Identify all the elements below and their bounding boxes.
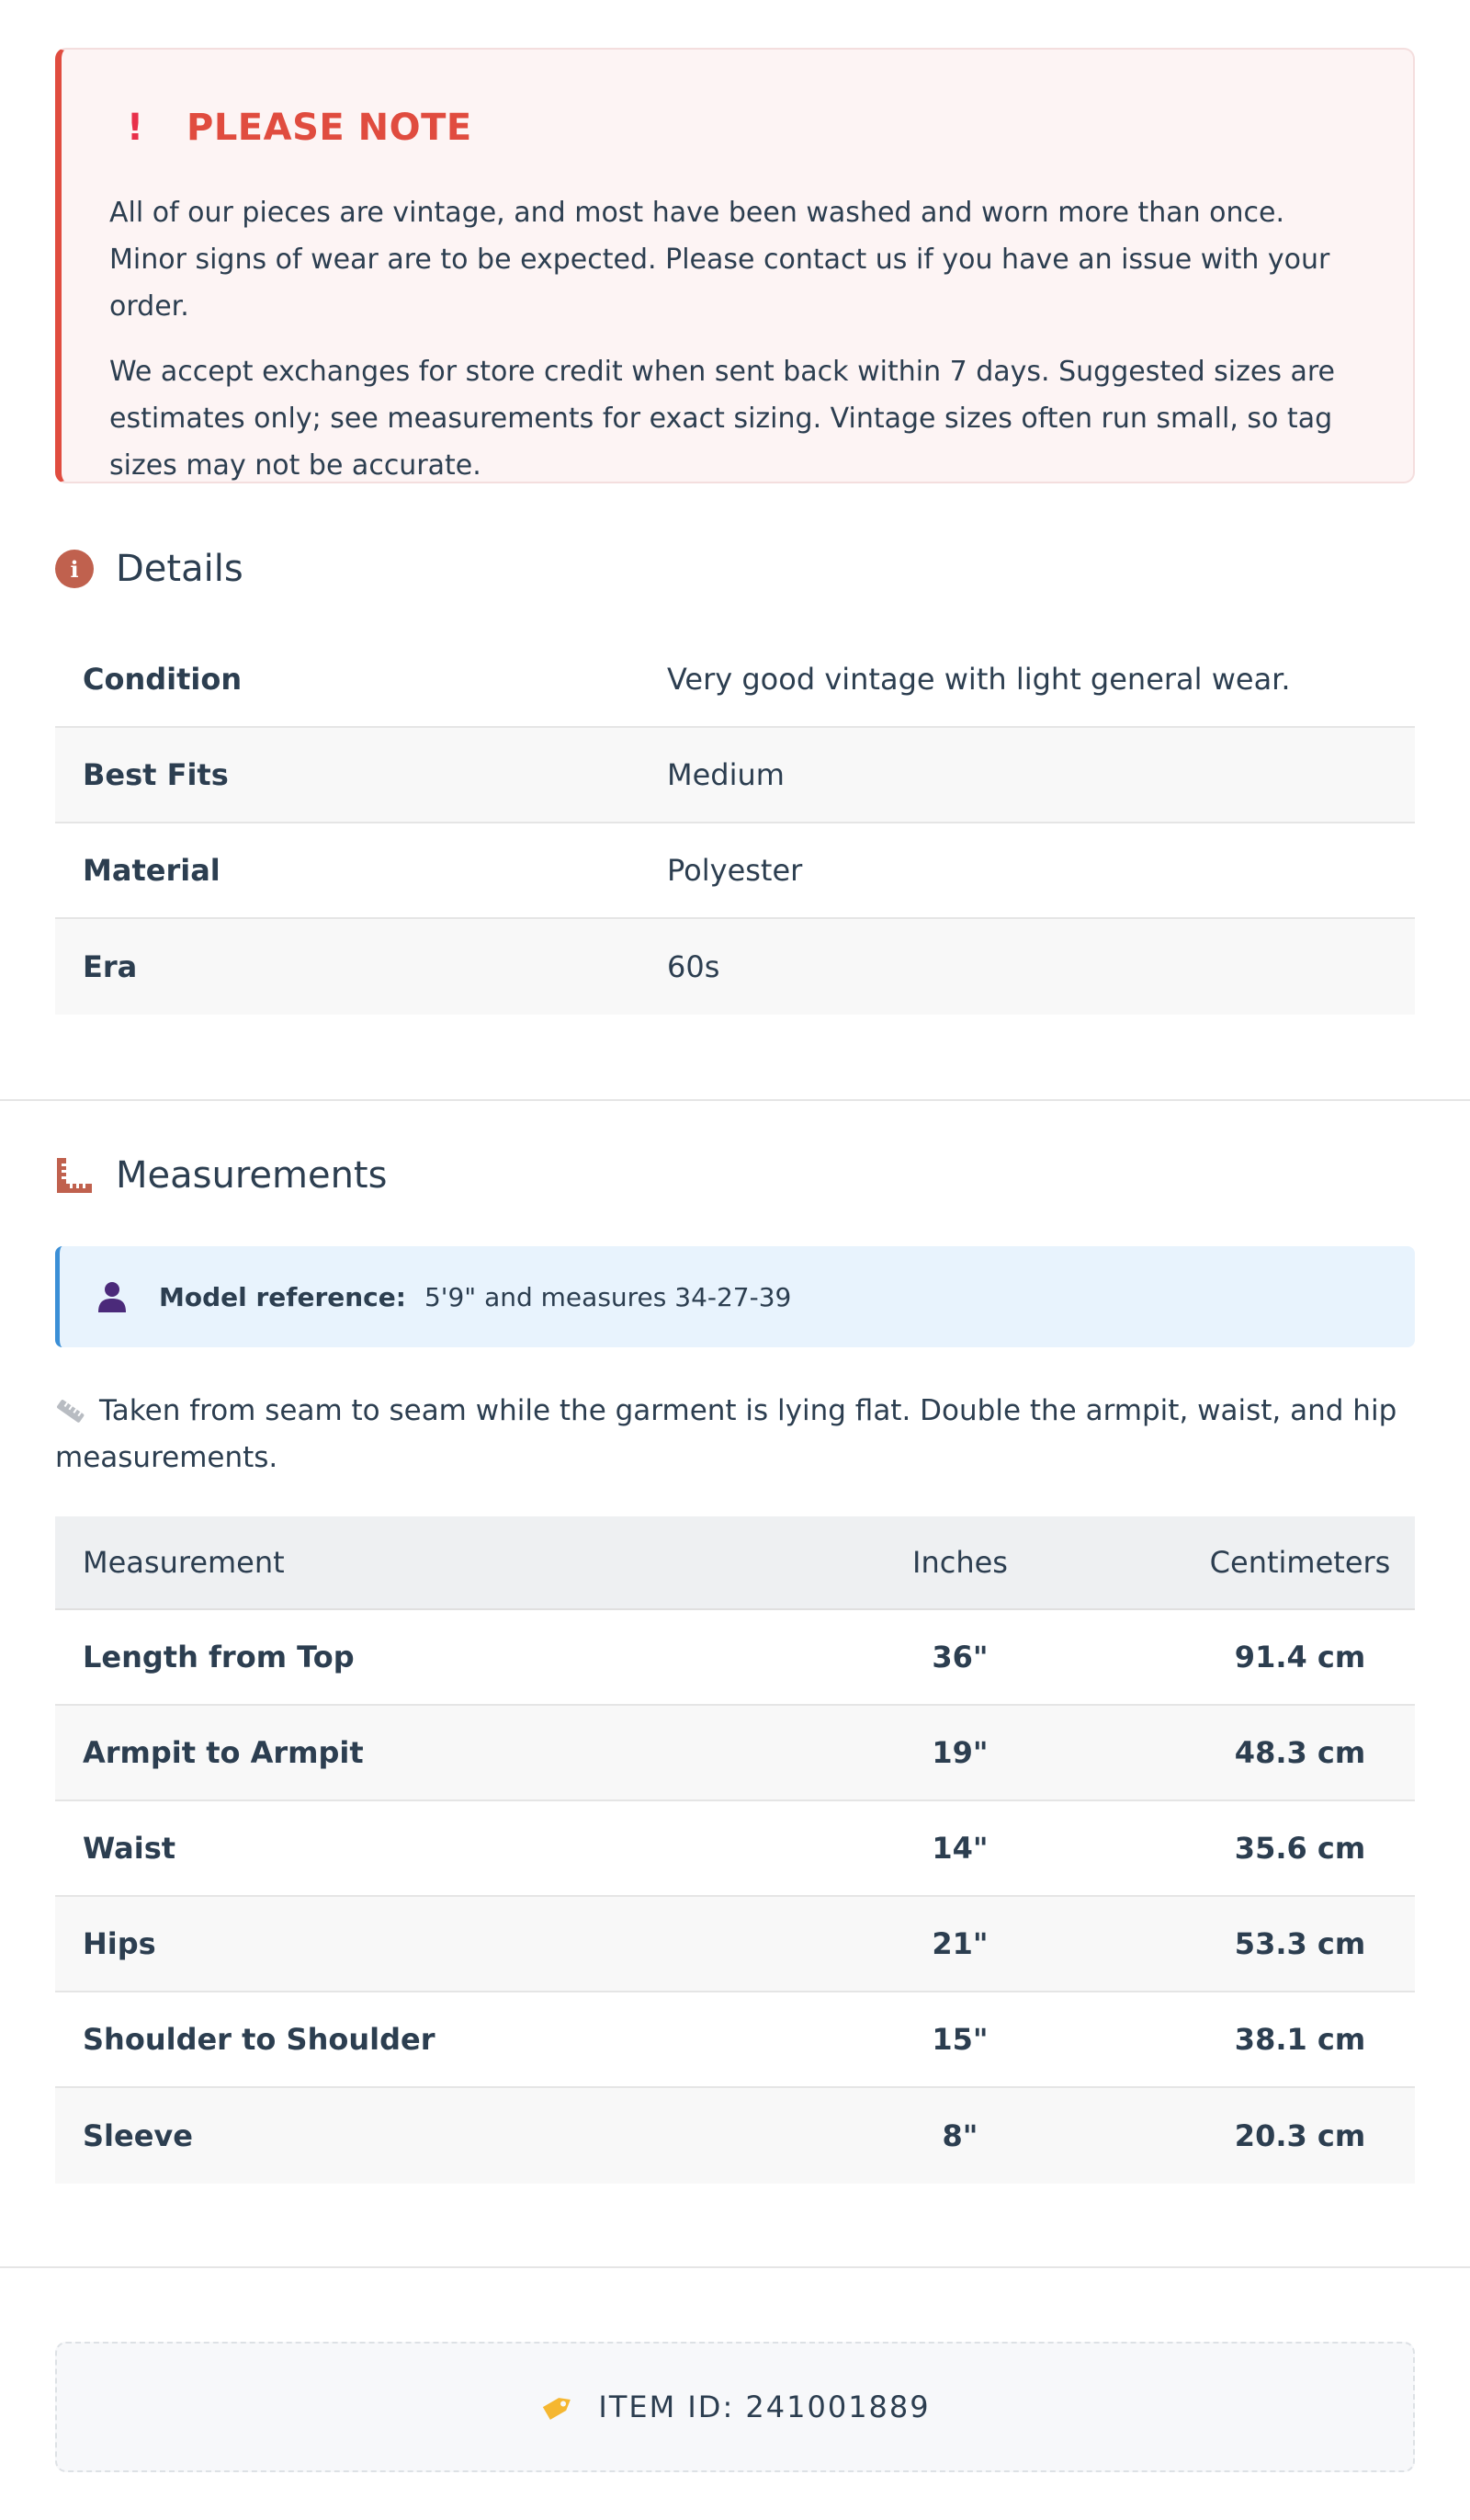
table-row [55,1897,1415,1992]
table-row [55,2088,1415,2184]
measurement-inches: 15" [932,2022,989,2057]
details-row-condition [55,632,1415,728]
item-id-text: ITEM ID: 241001889 [598,2389,931,2424]
measurement-cm: 48.3 cm [1234,1735,1366,1770]
table-row [55,1992,1415,2088]
measurement-inches: 36" [932,1640,989,1674]
details-value: Medium [667,757,785,792]
details-header [55,548,243,590]
measurement-note [55,1388,1415,1481]
details-title: Details [116,548,243,590]
details-label: Era [83,949,138,984]
measurement-name: Sleeve [83,2118,193,2153]
please-note-box [55,48,1415,483]
table-header-row [55,1516,1415,1610]
person-icon [96,1279,128,1314]
tag-icon [539,2391,576,2423]
details-row-best-fits [55,728,1415,823]
measurement-inches: 8" [942,2118,978,2153]
measurement-name: Waist [83,1831,176,1866]
measurement-cm: 20.3 cm [1234,2118,1366,2153]
item-id-box [55,2342,1415,2472]
measurement-name: Shoulder to Shoulder [83,2022,435,2057]
column-header-inches: Inches [912,1545,1008,1580]
measurement-note-text: Taken from seam to seam while the garment is lying flat. Double the armpit, waist, and hip measurements. [55,1394,1397,1474]
info-icon: i [55,550,94,588]
measurement-cm: 53.3 cm [1234,1926,1366,1961]
model-reference-box [55,1246,1415,1347]
details-row-era [55,919,1415,1015]
measurement-inches: 19" [932,1735,989,1770]
measurement-inches: 14" [932,1831,989,1866]
notice-header [109,103,1365,153]
measurement-name: Length from Top [83,1640,355,1674]
measurement-name: Hips [83,1926,156,1961]
section-divider [0,2266,1470,2268]
model-reference-value: 5'9" and measures 34-27-39 [424,1281,792,1312]
ruler-small-icon [55,1398,86,1424]
details-label: Condition [83,662,243,697]
details-value: Polyester [667,853,803,888]
notice-paragraph-1: All of our pieces are vintage, and most have been washed and worn more than once. Minor signs of wear are to be expected. Please contact us if you have an issue with your order. [109,197,1330,323]
details-table [55,632,1415,1015]
column-header-centimeters: Centimeters [1209,1545,1391,1580]
table-row [55,1610,1415,1706]
measurement-cm: 91.4 cm [1234,1640,1366,1674]
measurements-header [55,1154,387,1197]
measurement-cm: 35.6 cm [1234,1831,1366,1866]
details-label: Best Fits [83,757,229,792]
details-row-material [55,823,1415,919]
section-divider [0,1099,1470,1101]
measurements-title: Measurements [116,1154,388,1197]
details-value: 60s [667,949,720,984]
model-reference-label: Model reference: [159,1281,406,1312]
ruler-icon [55,1156,94,1195]
measurement-inches: 21" [932,1926,989,1961]
table-row [55,1706,1415,1801]
measurement-name: Armpit to Armpit [83,1735,364,1770]
exclamation-icon: ! [126,107,144,149]
notice-title: PLEASE NOTE [187,107,472,149]
measurement-cm: 38.1 cm [1234,2022,1366,2057]
notice-paragraph-2: We accept exchanges for store credit when sent back within 7 days. Suggested sizes are estimates only; see measurements for exact sizing. Vintage sizes often run small, so tag sizes may not be accurate. [109,356,1336,482]
details-value: Very good vintage with light general wear. [667,662,1291,697]
table-row [55,1801,1415,1897]
column-header-measurement: Measurement [83,1545,285,1580]
table-body [55,1610,1415,2184]
measurements-table [55,1516,1415,2184]
details-label: Material [83,853,220,888]
